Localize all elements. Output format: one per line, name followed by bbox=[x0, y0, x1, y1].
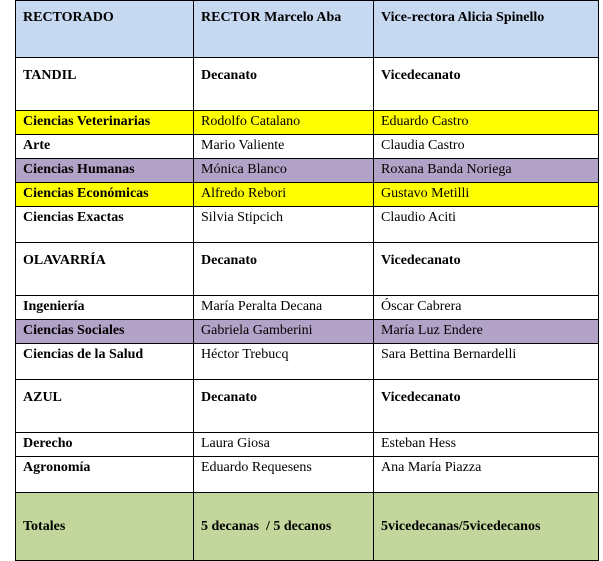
vice-dean-name: Esteban Hess bbox=[374, 433, 599, 457]
totals-row bbox=[16, 493, 599, 561]
section-col-decanato: Decanato bbox=[194, 380, 374, 433]
vice-dean-name: Óscar Cabrera bbox=[374, 296, 599, 320]
faculty-name: Ciencias de la Salud bbox=[16, 344, 194, 380]
dean-name: Silvia Stipcich bbox=[194, 207, 374, 243]
header-rector: RECTOR Marcelo Aba bbox=[194, 1, 374, 58]
vice-dean-name: Gustavo Metilli bbox=[374, 183, 599, 207]
faculty-name: Ciencias Sociales bbox=[16, 320, 194, 344]
section-row-azul bbox=[16, 380, 599, 433]
faculty-name: Agronomía bbox=[16, 457, 194, 493]
faculty-name: Derecho bbox=[16, 433, 194, 457]
table-row bbox=[16, 111, 599, 135]
vice-dean-name: María Luz Endere bbox=[374, 320, 599, 344]
dean-name: Mario Valiente bbox=[194, 135, 374, 159]
section-name: OLAVARRÍA bbox=[16, 243, 194, 296]
totals-vice-deans: 5vicedecanas/5vicedecanos bbox=[374, 493, 599, 561]
faculty-name: Ingeniería bbox=[16, 296, 194, 320]
section-row-tandil bbox=[16, 58, 599, 111]
vice-dean-name: Sara Bettina Bernardelli bbox=[374, 344, 599, 380]
faculty-name: Ciencias Exactas bbox=[16, 207, 194, 243]
dean-name: Laura Giosa bbox=[194, 433, 374, 457]
dean-name: Rodolfo Catalano bbox=[194, 111, 374, 135]
table-row bbox=[16, 344, 599, 380]
table-row bbox=[16, 296, 599, 320]
vice-dean-name: Roxana Banda Noriega bbox=[374, 159, 599, 183]
totals-deans: 5 decanas / 5 decanos bbox=[194, 493, 374, 561]
totals-label: Totales bbox=[16, 493, 194, 561]
dean-name: Alfredo Rebori bbox=[194, 183, 374, 207]
table-row bbox=[16, 183, 599, 207]
table-row bbox=[16, 433, 599, 457]
faculty-name: Ciencias Veterinarias bbox=[16, 111, 194, 135]
authorities-table bbox=[15, 0, 599, 561]
table-row bbox=[16, 159, 599, 183]
section-name: TANDIL bbox=[16, 58, 194, 111]
dean-name: Gabriela Gamberini bbox=[194, 320, 374, 344]
header-row bbox=[16, 1, 599, 58]
dean-name: Eduardo Requesens bbox=[194, 457, 374, 493]
section-col-vicedecanato: Vicedecanato bbox=[374, 243, 599, 296]
header-rectorado: RECTORADO bbox=[16, 1, 194, 58]
section-col-decanato: Decanato bbox=[194, 243, 374, 296]
faculty-name: Arte bbox=[16, 135, 194, 159]
section-col-vicedecanato: Vicedecanato bbox=[374, 58, 599, 111]
vice-dean-name: Ana María Piazza bbox=[374, 457, 599, 493]
table-row bbox=[16, 207, 599, 243]
section-name: AZUL bbox=[16, 380, 194, 433]
dean-name: Mónica Blanco bbox=[194, 159, 374, 183]
vice-dean-name: Claudia Castro bbox=[374, 135, 599, 159]
table-row bbox=[16, 457, 599, 493]
header-vice-rector: Vice-rectora Alicia Spinello bbox=[374, 1, 599, 58]
faculty-name: Ciencias Humanas bbox=[16, 159, 194, 183]
section-row-olavarria bbox=[16, 243, 599, 296]
faculty-name: Ciencias Económicas bbox=[16, 183, 194, 207]
dean-name: Héctor Trebucq bbox=[194, 344, 374, 380]
table-row bbox=[16, 320, 599, 344]
vice-dean-name: Eduardo Castro bbox=[374, 111, 599, 135]
section-col-decanato: Decanato bbox=[194, 58, 374, 111]
dean-name: María Peralta Decana bbox=[194, 296, 374, 320]
vice-dean-name: Claudio Aciti bbox=[374, 207, 599, 243]
table-row bbox=[16, 135, 599, 159]
section-col-vicedecanato: Vicedecanato bbox=[374, 380, 599, 433]
